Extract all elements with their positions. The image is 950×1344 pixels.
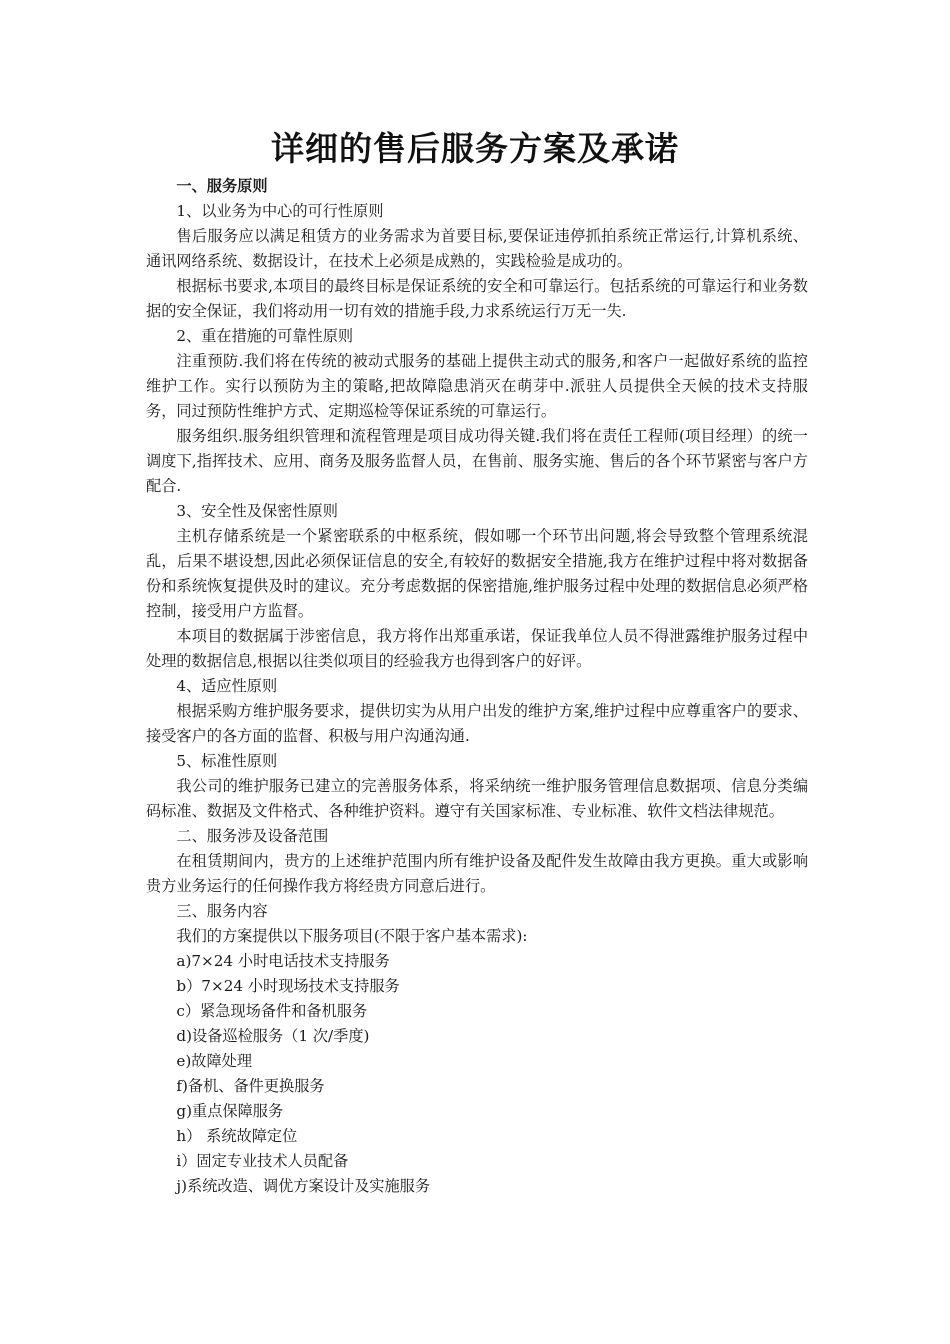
- subsection-heading: 2、重在措施的可靠性原则: [176, 327, 354, 345]
- body-paragraph: b）7×24 小时现场技术支持服务: [176, 977, 400, 995]
- body-paragraph: d)设备巡检服务（1 次/季度): [176, 1027, 370, 1045]
- body-paragraph: 主机存储系统是一个紧密联系的中枢系统，假如哪一个环节出问题,将会导致整个管理系统混乱，后果不堪设想,因此必须保证信息的安全,有较好的数据安全措施,我方在维护过程中将对数据备份和系统恢复提供及时的建议。充分考虑数据的保密措施,维护服务过程中处理的数据信息必须严格控制，接受用户方监督。: [146, 527, 808, 620]
- body-paragraph: j)系统改造、调优方案设计及实施服务: [176, 1177, 431, 1195]
- body-paragraph: 根据标书要求,本项目的最终目标是保证系统的安全和可靠运行。包括系统的可靠运行和业务数据的安全保证，我们将动用一切有效的措施手段,力求系统运行万无一失.: [146, 277, 808, 320]
- body-paragraph: 根据采购方维护服务要求，提供切实为从用户出发的维护方案,维护过程中应尊重客户的要求、接受客户的各方面的监督、积极与用户沟通沟通.: [146, 702, 808, 745]
- section-heading: 一、服务原则: [176, 177, 268, 195]
- subsection-heading: 二、服务涉及设备范围: [176, 827, 329, 845]
- body-paragraph: g)重点保障服务: [176, 1102, 284, 1120]
- body-paragraph: i）固定专业技术人员配备: [176, 1152, 349, 1170]
- body-paragraph: a)7×24 小时电话技术支持服务: [176, 952, 390, 970]
- body-paragraph: c）紧急现场备件和备机服务: [176, 1002, 368, 1020]
- body-paragraph: h） 系统故障定位: [176, 1127, 298, 1145]
- body-paragraph: 注重预防.我们将在传统的被动式服务的基础上提供主动式的服务,和客户一起做好系统的监控维护工作。实行以预防为主的策略,把故障隐患消灭在萌芽中.派驻人员提供全天候的技术支持服务，同过预防性维护方式、定期巡检等保证系统的可靠运行。: [146, 352, 808, 420]
- body-paragraph: 本项目的数据属于涉密信息，我方将作出郑重承诺，保证我单位人员不得泄露维护服务过程中处理的数据信息,根据以往类似项目的经验我方也得到客户的好评。: [146, 627, 808, 670]
- subsection-heading: 5、标准性原则: [176, 752, 278, 770]
- body-paragraph: 服务组织.服务组织管理和流程管理是项目成功得关键.我们将在责任工程师(项目经理）的统一调度下,指挥技术、应用、商务及服务监督人员，在售前、服务实施、售后的各个环节紧密与客户方配合.: [146, 427, 808, 495]
- subsection-heading: 1、以业务为中心的可行性原则: [176, 202, 384, 220]
- body-paragraph: f)备机、备件更换服务: [176, 1077, 325, 1095]
- document-title: 详细的售后服务方案及承诺: [271, 129, 679, 168]
- body-paragraph: 售后服务应以满足租赁方的业务需求为首要目标,要保证违停抓拍系统正常运行,计算机系统、通讯网络系统、数据设计，在技术上必须是成熟的，实践检验是成功的。: [146, 227, 808, 270]
- body-paragraph: e)故障处理: [176, 1052, 253, 1070]
- document-body: [146, 174, 808, 1199]
- subsection-heading: 三、服务内容: [176, 902, 268, 920]
- subsection-heading: 4、适应性原则: [176, 677, 278, 695]
- body-paragraph: 我们的方案提供以下服务项目(不限于客户基本需求):: [176, 927, 528, 945]
- subsection-heading: 3、安全性及保密性原则: [176, 502, 338, 520]
- body-paragraph: 在租赁期间内，贵方的上述维护范围内所有维护设备及配件发生故障由我方更换。重大或影响贵方业务运行的任何操作我方将经贵方同意后进行。: [146, 852, 808, 895]
- body-paragraph: 我公司的维护服务已建立的完善服务体系，将采纳统一维护服务管理信息数据项、信息分类编码标准、数据及文件格式、各种维护资料。遵守有关国家标准、专业标准、软件文档法律规范。: [146, 777, 808, 820]
